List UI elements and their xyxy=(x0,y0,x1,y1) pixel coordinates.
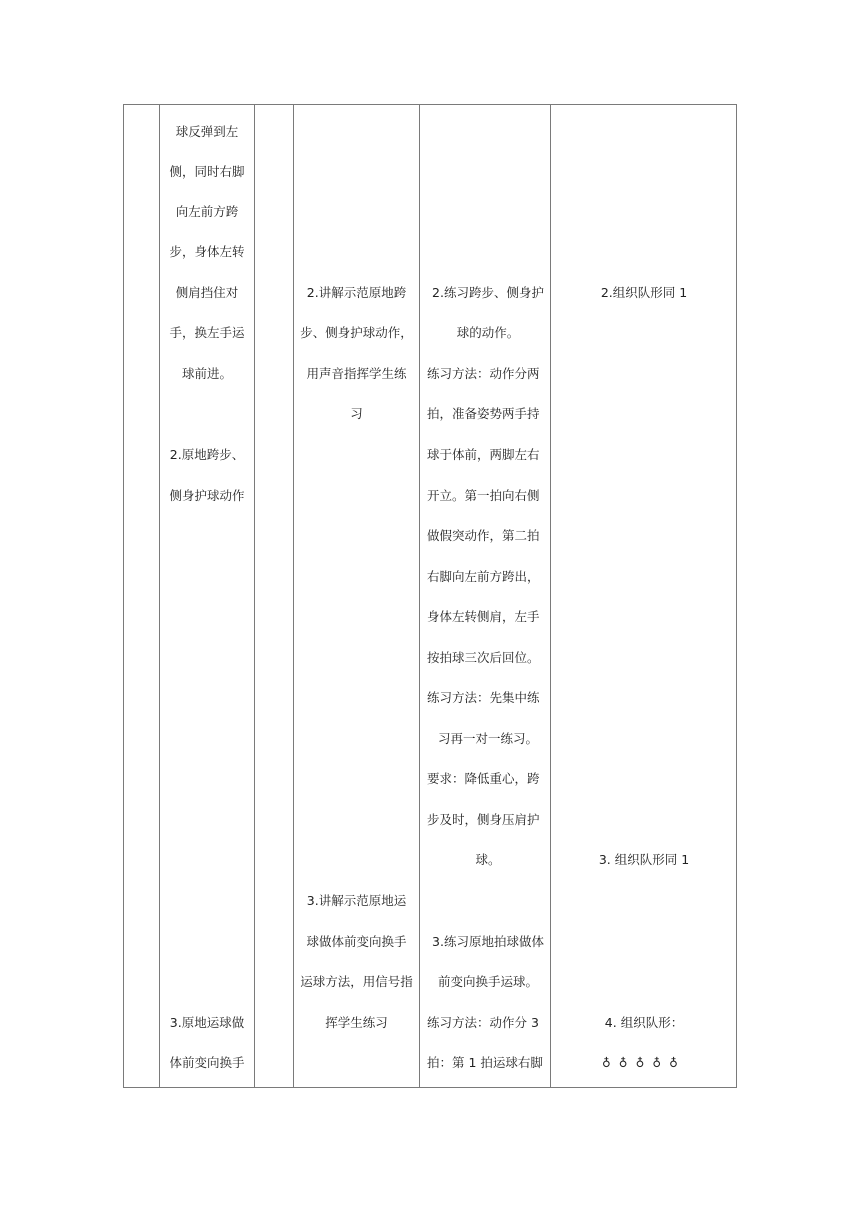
teacher-line: 用声音指挥学生练 xyxy=(306,366,407,381)
organization-line: 4. 组织队形： xyxy=(604,1015,684,1030)
student-line: 3.练习原地拍球做体 xyxy=(432,934,544,949)
teacher-activity-column xyxy=(294,105,419,1087)
content-line: 3.原地运球做 xyxy=(169,1015,245,1030)
student-line: 前变向换手运球。 xyxy=(437,974,538,989)
content-line: 2.原地跨步、 xyxy=(169,447,245,462)
content-line: 球反弹到左 xyxy=(175,124,239,139)
student-line: 练习方法：动作分 3 xyxy=(427,1015,539,1030)
student-line: 要求：降低重心，跨 xyxy=(427,771,540,786)
student-line: 练习方法：动作分两 xyxy=(427,366,540,381)
teacher-line: 2.讲解示范原地跨 xyxy=(306,285,407,300)
content-line: 侧，同时右脚 xyxy=(169,164,245,179)
student-line: 拍：第 1 拍运球右脚 xyxy=(427,1055,543,1070)
student-line: 习再一对一练习。 xyxy=(437,731,538,746)
formation-figures-icon: ♁♁♁♁♁ xyxy=(602,1056,686,1070)
student-line: 步及时，侧身压肩护 xyxy=(427,812,540,827)
teacher-line: 运球方法，用信号指 xyxy=(300,974,413,989)
content-line: 侧身护球动作 xyxy=(169,488,245,503)
student-line: 做假突动作，第二拍 xyxy=(427,528,540,543)
content-line: 手，换左手运 xyxy=(169,325,245,340)
student-line: 球的动作。 xyxy=(456,325,520,340)
student-activity-column xyxy=(427,105,549,1087)
content-line: 步，身体左转 xyxy=(169,244,245,259)
content-line: 侧肩挡住对 xyxy=(175,285,239,300)
organization-line: 3. 组织队形同 1 xyxy=(598,852,690,867)
teacher-line: 步、侧身护球动作， xyxy=(300,325,413,340)
teacher-line: 习 xyxy=(350,406,363,421)
lesson-plan-table xyxy=(123,104,737,1088)
content-line: 向左前方跨 xyxy=(175,204,239,219)
student-line: 球。 xyxy=(475,852,501,867)
organization-column xyxy=(551,105,737,1087)
student-line: 2.练习跨步、侧身护 xyxy=(432,285,544,300)
content-line: 球前进。 xyxy=(181,366,232,381)
student-line: 右脚向左前方跨出， xyxy=(427,569,540,584)
organization-line: 2.组织队形同 1 xyxy=(600,285,688,300)
student-line: 练习方法：先集中练 xyxy=(427,690,540,705)
student-line: 拍，准备姿势两手持 xyxy=(427,406,540,421)
content-line: 体前变向换手 xyxy=(169,1055,245,1070)
column-divider xyxy=(254,105,255,1087)
student-line: 按拍球三次后回位。 xyxy=(427,650,540,665)
student-line: 身体左转侧肩，左手 xyxy=(427,609,540,624)
student-line: 球于体前，两脚左右 xyxy=(427,447,540,462)
teacher-line: 球做体前变向换手 xyxy=(306,934,407,949)
teacher-line: 挥学生练习 xyxy=(325,1015,388,1030)
content-column xyxy=(160,105,254,1087)
column-divider xyxy=(419,105,420,1087)
teacher-line: 3.讲解示范原地运 xyxy=(306,893,407,908)
student-line: 开立。第一拍向右侧 xyxy=(427,488,540,503)
